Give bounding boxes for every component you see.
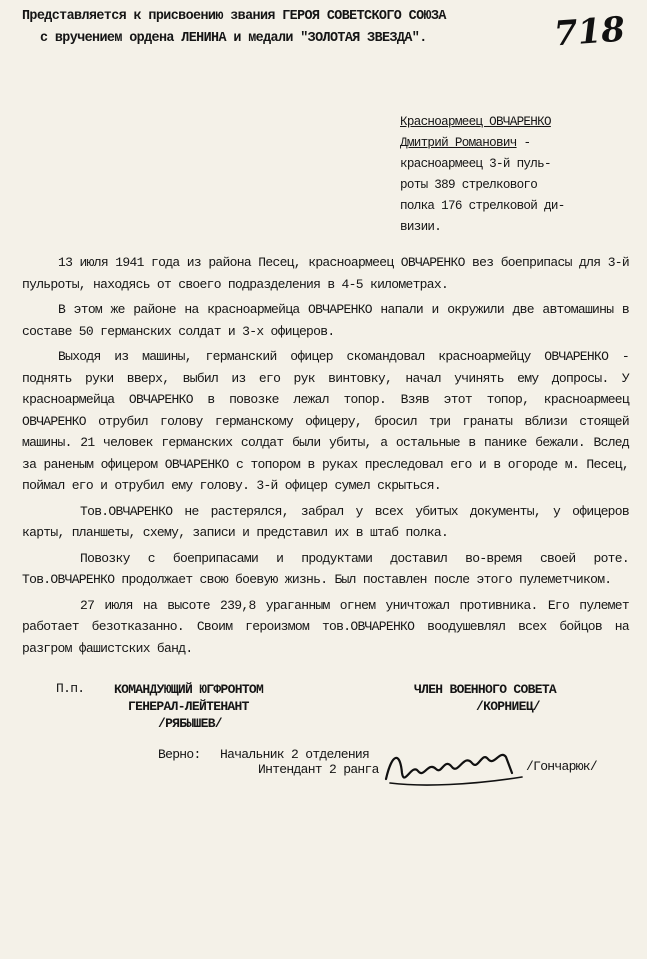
handwritten-number: 718	[552, 9, 627, 55]
certified-copy	[158, 747, 379, 777]
council-member-name: /КОРНИЕЦ/	[476, 699, 540, 714]
header-line-2: с вручением ордена ЛЕНИНА и медали "ЗОЛОТАЯ ЗВЕЗДА".	[40, 31, 427, 46]
commander-signature	[114, 681, 263, 732]
paragraph: В этом же районе на красноармейца ОВЧАРЕНКО напали и окружили две автомашины в составе 50 германских солдат и 3-х офицеров.	[22, 302, 629, 339]
recipient-block	[400, 112, 629, 238]
paragraph: Повозку с боеприпасами и продуктами доставил во-время своей роте. Тов.ОВЧАРЕНКО продолжает свою боевую жизнь. Был поставлен после этого пулеметчиком.	[22, 550, 629, 587]
recipient-name-line-1: Красноармеец ОВЧАРЕНКО	[400, 115, 551, 129]
document-body	[22, 252, 629, 659]
commander-name: /РЯБЫШЕВ/	[158, 716, 222, 731]
header-line-1: Представляется к присвоению звания ГЕРОЯ СОВЕТСКОГО СОЮЗА	[22, 9, 446, 24]
commander-title: КОМАНДУЮЩИЙ ЮГФРОНТОМ	[114, 682, 264, 697]
pp-label: П.п.	[56, 681, 85, 696]
verno-label: Верно:	[158, 747, 201, 762]
recipient-name-line-2: Дмитрий Романович	[400, 136, 517, 150]
paragraph: Выходя из машины, германский офицер скомандовал красноармейцу ОВЧАРЕНКО - поднять руки вверх, выбил из его рук винтовку, начал учинять ему допросы. У красноармейца ОВЧАРЕНКО в повозке лежал топор. Взяв этот топор, красноармеец ОВЧАРЕНКО отрубил голову германскому офицеру, бросил три гранаты вблизи стоящей машины. 21 человек германских солдат были убиты, а остальные в панике бежали. Вслед за раненым офицером ОВЧАРЕНКО с топором в руках преследовал его и в огороде м. Песец, поймал его и отрубил ему голову. 3-й офицер сумел скрыться.	[22, 349, 629, 493]
council-member-signature	[414, 681, 556, 715]
paragraph: 27 июля на высоте 239,8 ураганным огнем уничтожал противника. Его пулемет работает безотказанно. Своим героизмом тов.ОВЧАРЕНКО воодушевлял всех бойцов на разгром фашистских банд.	[22, 597, 629, 656]
document-header	[22, 6, 629, 50]
commander-rank: ГЕНЕРАЛ-ЛЕЙТЕНАНТ	[128, 699, 249, 714]
certifier-position: Начальник 2 отделения	[220, 747, 370, 762]
recipient-unit-line-4: визии.	[400, 220, 442, 234]
recipient-dash: -	[523, 136, 531, 150]
certifier-rank: Интендант 2 ранга	[258, 762, 379, 777]
paragraph: Тов.ОВЧАРЕНКО не растерялся, забрал у всех убитых документы, у офицеров карты, планшеты, схему, записи и представил их в штаб полка.	[22, 503, 629, 540]
signature-block	[22, 681, 629, 791]
recipient-unit-line-2: роты 389 стрелкового	[400, 178, 538, 192]
paragraph: 13 июля 1941 года из района Песец, красноармеец ОВЧАРЕНКО вез боеприпасы для 3-й пульроты, находясь от своего подразделения в 4-5 километрах.	[22, 255, 629, 292]
recipient-unit-line-1: красноармеец 3-й пуль-	[400, 157, 551, 171]
handwritten-signature	[382, 743, 542, 791]
recipient-unit-line-3: полка 176 стрелковой ди-	[400, 199, 565, 213]
certifier-name: /Гончарюк/	[526, 759, 598, 774]
council-member-title: ЧЛЕН ВОЕННОГО СОВЕТА	[414, 682, 557, 697]
